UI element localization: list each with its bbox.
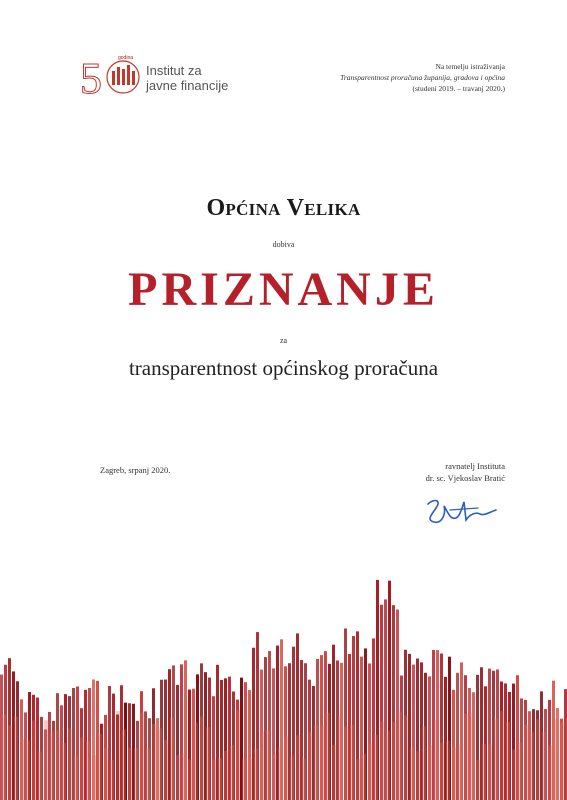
skyline-bar [410,749,414,800]
skyline-bar [530,732,534,800]
research-note [340,61,505,94]
skyline-bar [482,744,486,800]
skyline-bar [62,743,66,800]
research-note-line3: (studeni 2019. – travanj 2020.) [412,84,505,93]
svg-text:5: 5 [80,55,102,99]
skyline-bar [452,748,456,800]
skyline-bar [434,720,438,800]
skyline-bar [524,725,528,800]
skyline-bar [374,735,378,800]
skyline-bar [458,744,462,800]
skyline-bar [200,717,204,800]
research-note-line2: Transparentnost proračuna županija, gradova i općina [340,73,505,82]
skyline-bar [92,755,96,800]
skyline-bar [386,731,390,800]
award-reason: transparentnost općinskog proračuna [128,356,439,380]
skyline-bar [308,732,312,800]
skyline-bar [194,723,198,800]
skyline-bar [266,729,270,800]
skyline-bar [44,720,48,800]
skyline-bar [128,748,132,800]
skyline-bar [26,741,30,800]
skyline-bar [68,728,72,800]
skyline-bar [500,711,504,800]
skyline-bar [380,722,384,800]
skyline-bar [176,755,180,800]
skyline-bar [476,760,480,800]
skyline-bar [560,722,564,800]
skyline-bar [302,759,306,800]
skyline-bar [32,720,36,800]
skyline-bar [170,718,174,800]
institute-logo [80,55,250,100]
logo-line1: Institut za [146,63,202,78]
skyline-bar [320,725,324,800]
skyline-bar [98,734,102,800]
city-skyline-graphic [0,570,567,800]
skyline-bar [152,724,156,800]
skyline-bar [326,713,330,800]
logo-line2: javne financije [146,78,229,93]
signer-name: dr. sc. Vjekoslav Bratić [425,473,505,483]
skyline-bar [14,717,18,800]
skyline-bar [272,754,276,800]
skyline-bar [362,754,366,800]
skyline-bar [230,745,234,800]
skyline-bar [56,730,60,800]
signer-title: ravnatelj Instituta [445,461,505,471]
skyline-bar [398,712,402,800]
skyline-bar [134,748,138,800]
handwritten-signature-icon [420,494,500,529]
ijf-50-years-logo-icon [80,55,140,99]
skyline-bar [164,740,168,800]
place-date: Zagreb, srpanj 2020. [100,465,171,475]
skyline-bar [242,759,246,800]
skyline-bar [464,714,468,800]
skyline-bar [506,722,510,800]
skyline-bar [278,747,282,800]
skyline-bar [512,750,516,800]
skyline-bar [404,715,408,800]
skyline-bar [224,751,228,800]
skyline-bar [338,716,342,800]
skyline-bar [8,725,12,800]
skyline-bar [146,748,150,800]
skyline-bar [554,720,558,800]
skyline-bar [260,732,264,800]
skyline-bar [344,727,348,800]
skyline-bar [536,719,540,800]
skyline-bar [416,751,420,800]
skyline-bar [548,745,552,800]
logo-godina: godina [118,55,134,61]
skyline-bar [284,736,288,800]
skyline-bar [470,713,474,800]
skyline-bar [332,745,336,800]
skyline-bar [122,729,126,800]
skyline-bar [518,743,522,800]
skyline-bar [86,741,90,800]
skyline-bar [350,725,354,800]
skyline-bar [38,751,42,800]
skyline-bar [218,759,222,800]
receives-label: dobiva [272,240,295,249]
skyline-bar [488,744,492,800]
logo-text [146,63,228,93]
skyline-bar [314,725,318,800]
skyline-bar [296,735,300,800]
skyline-bar [356,759,360,800]
skyline-bar [104,748,108,800]
skyline-bar [20,739,24,800]
skyline-bar [2,715,6,800]
skyline-bar [446,741,450,800]
skyline-bar [116,711,120,800]
skyline-bar [368,744,372,800]
skyline-bar [254,749,258,800]
signer-block [426,460,505,484]
skyline-bar [182,753,186,800]
skyline-bar [188,759,192,800]
research-note-line1: Na temelju istraživanja [435,62,505,71]
skyline-bar [140,713,144,800]
skyline-bar [74,755,78,800]
skyline-bar [110,760,114,800]
skyline-bar [206,727,210,800]
skyline-bar [542,732,546,800]
skyline-bar [428,745,432,800]
award-title: PRIZNANJE [128,263,439,316]
skyline-bar [212,760,216,800]
skyline-bar [248,759,252,800]
skyline-bar [80,738,84,800]
skyline-bar [236,710,240,800]
recipient-name: Općina Velika [206,195,361,221]
skyline-bar [440,743,444,800]
skyline-bar [50,731,54,800]
skyline-bar [422,726,426,800]
for-label: za [279,336,288,345]
skyline-bar [494,719,498,800]
skyline-bar [158,728,162,800]
skyline-bar [392,721,396,800]
skyline-bar [290,755,294,800]
